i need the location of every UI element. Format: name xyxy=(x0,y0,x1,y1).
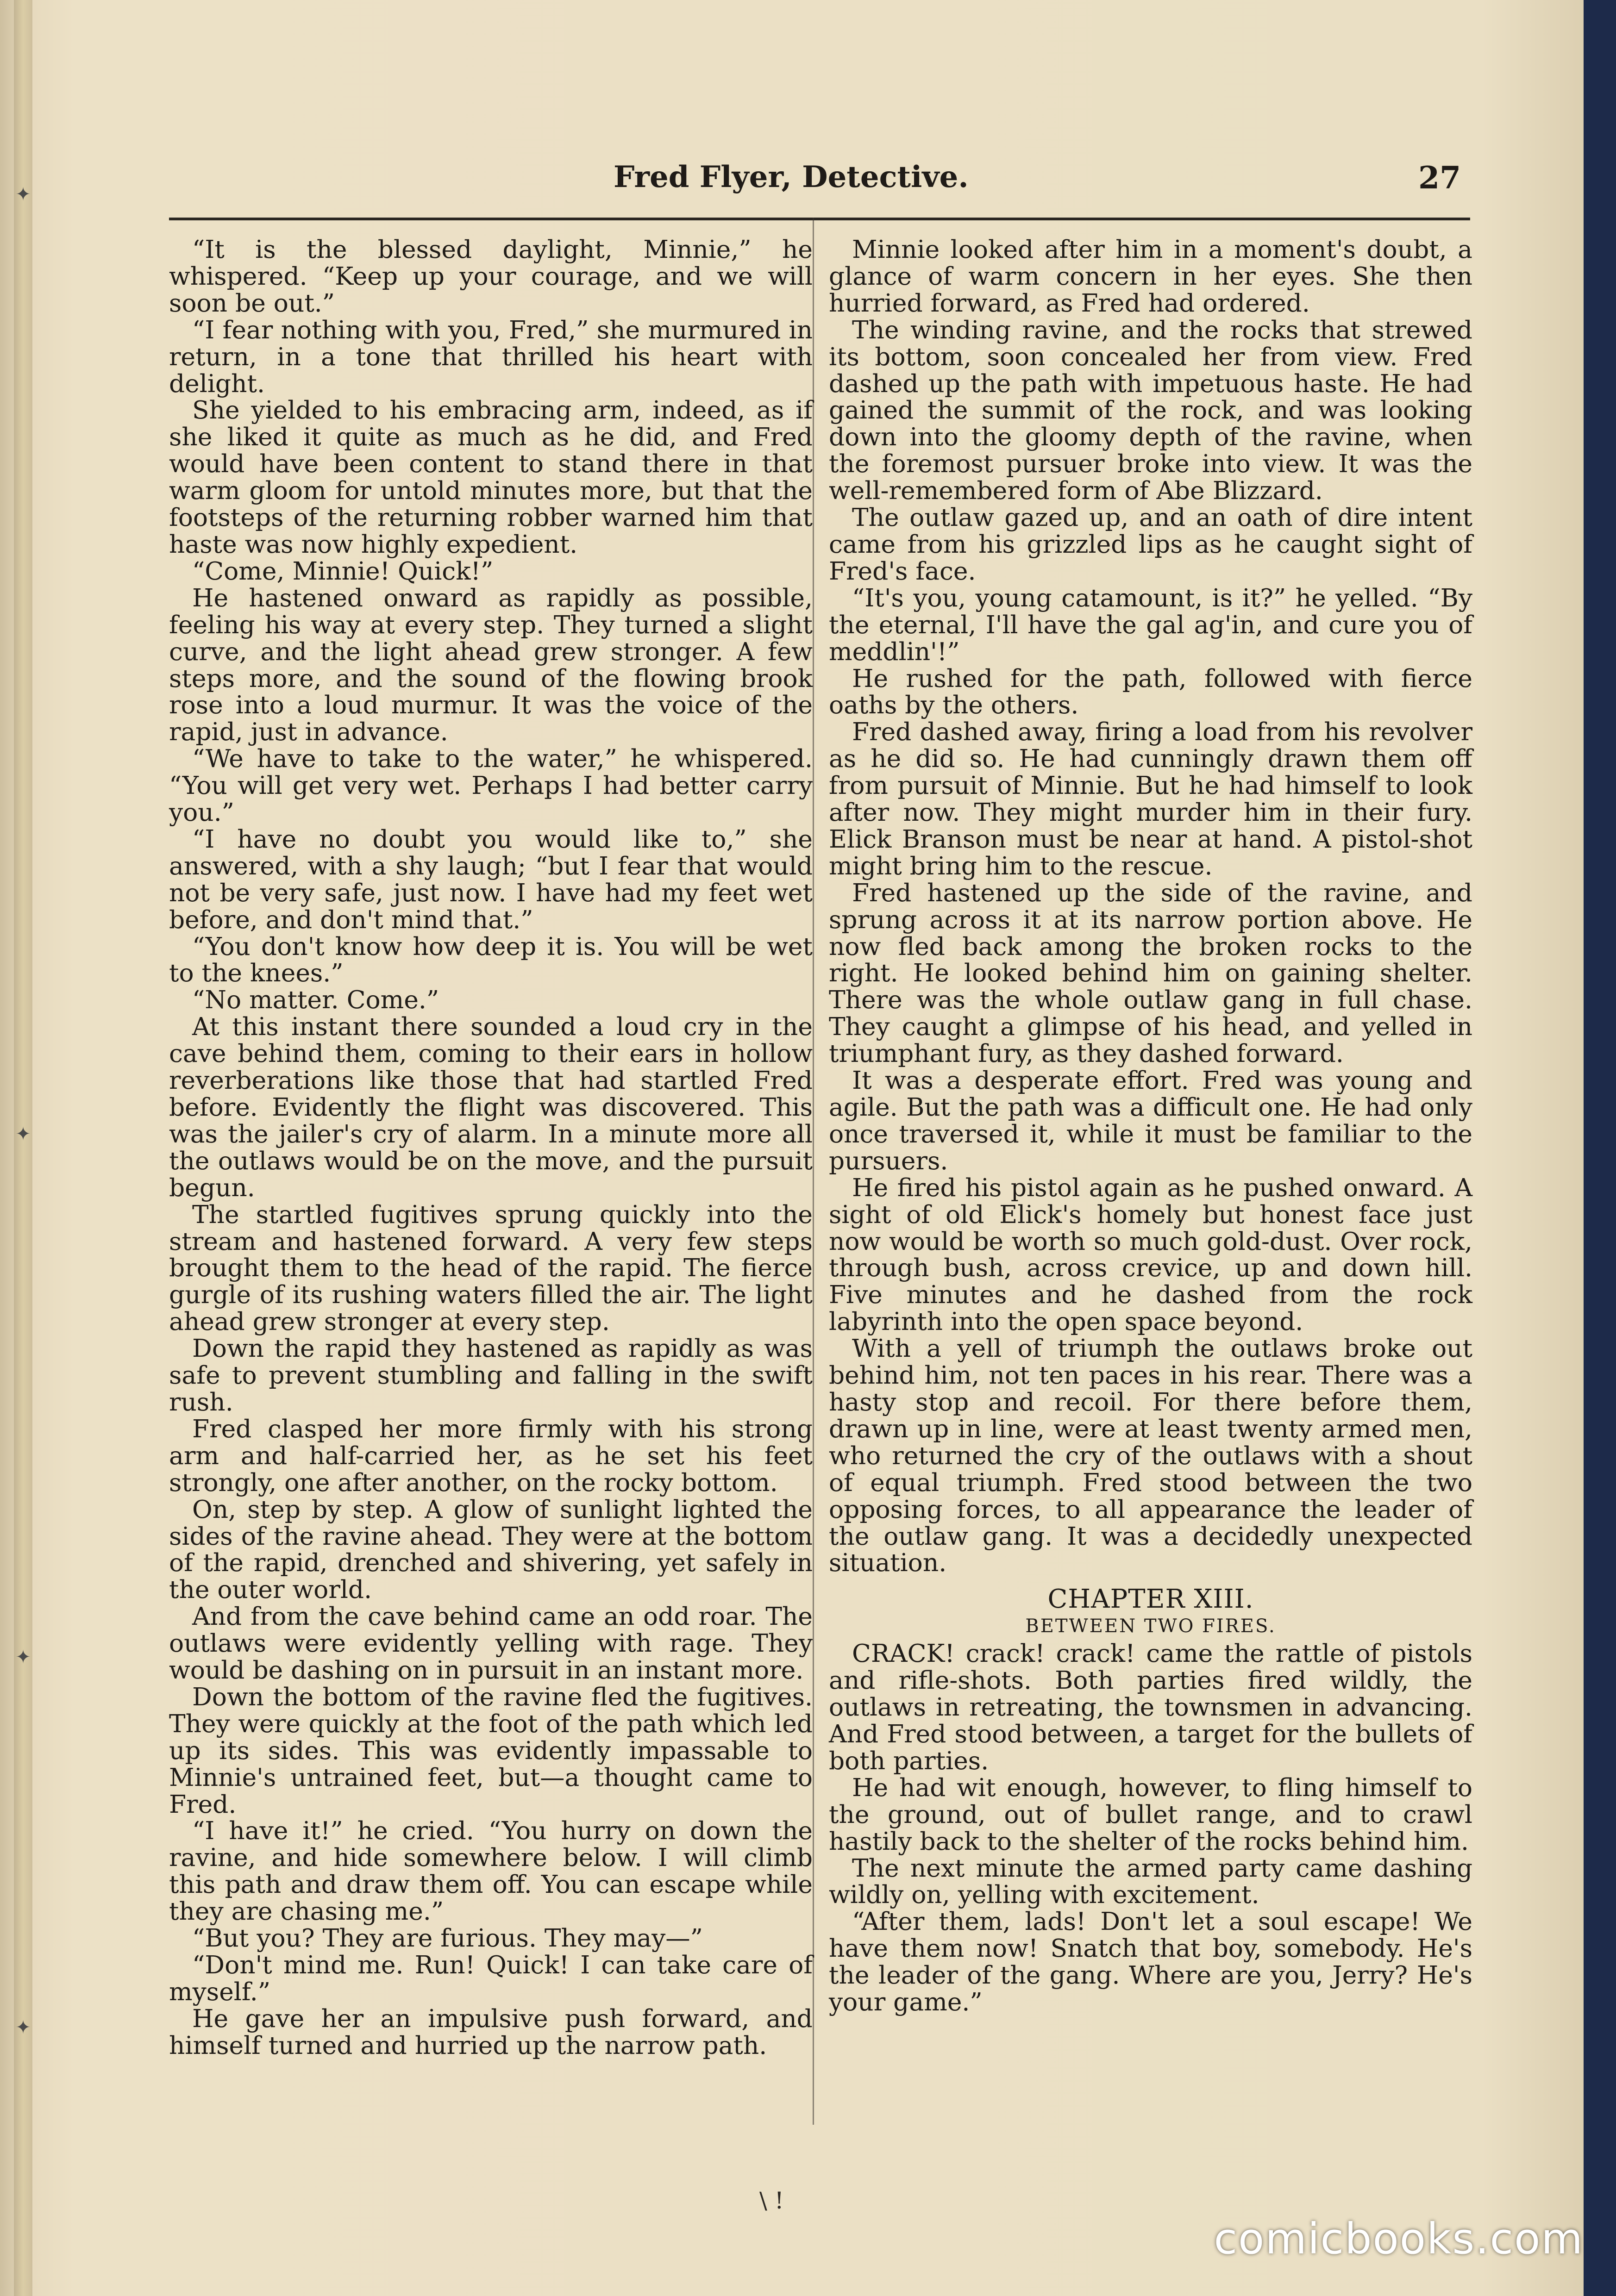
binding-hole-icon: ✦ xyxy=(15,184,31,205)
page-number: 27 xyxy=(1418,160,1461,196)
paragraph: “Don't mind me. Run! Quick! I can take care of myself.” xyxy=(169,1950,813,2006)
paragraph: He fired his pistol again as he pushed onward. A sight of old Elick's homely but honest face just now would be worth so much gold-dust. Over rock, through bush, across crevice, up and down hill. Five minutes and he dashed from the rock labyrinth into the open space beyond. xyxy=(829,1173,1472,1336)
paragraph: “I fear nothing with you, Fred,” she murmured in return, in a tone that thrilled his heart with delight. xyxy=(169,315,813,398)
page-spine xyxy=(14,0,32,2296)
paragraph: He had wit enough, however, to fling himself to the ground, out of bullet range, and to crawl hastily back to the shelter of the rocks behind him. xyxy=(829,1772,1472,1856)
paragraph: “Come, Minnie! Quick!” xyxy=(192,556,494,586)
binding-hole-icon: ✦ xyxy=(15,1647,31,1668)
paragraph: “I have it!” he cried. “You hurry on down the ravine, and hide somewhere below. I will climb this path and draw them off. You can escape while they are chasing me.” xyxy=(169,1816,813,1926)
paragraph: “It's you, young catamount, is it?” he yelled. “By the eternal, I'll have the gal ag'in, and cure you of meddlin'!” xyxy=(829,583,1472,666)
paragraph: He gave her an impulsive push forward, and himself turned and hurried up the narrow path. xyxy=(169,2003,813,2060)
paragraph: And from the cave behind came an odd roar. The outlaws were evidently yelling with rage. They would be dashing on in pursuit in an instant more. xyxy=(169,1602,813,1685)
paragraph: “No matter. Come.” xyxy=(192,985,439,1015)
paragraph: The startled fugitives sprung quickly into the stream and hastened forward. A very few steps brought them to the head of the rapid. The fierce gurgle of its rushing waters filled the air. The light ahead grew stronger at every step. xyxy=(169,1199,813,1336)
running-title: Fred Flyer, Detective. xyxy=(614,160,969,194)
chapter-title: CHAPTER XIII. xyxy=(1047,1584,1254,1615)
paragraph: Down the rapid they hastened as rapidly as was safe to prevent stumbling and falling in the swift rush. xyxy=(169,1334,813,1416)
paragraph: The winding ravine, and the rocks that strewed its bottom, soon concealed her from view. Fred dashed up the path with impetuous haste. He had gained the summit of the rock, and was looking down into the gloomy depth of the ravine, when the foremost pursuer broke into view. It was the well-remembered form of Abe Blizzard. xyxy=(829,315,1472,505)
paragraph: Down the bottom of the ravine fled the fugitives. They were quickly at the foot of the path which led up its sides. This was evidently impassable to Minnie's untrained feet, but—a thought came to Fred. xyxy=(169,1682,813,1819)
paragraph: Minnie looked after him in a moment's doubt, a glance of warm concern in her eyes. She then hurried forward, as Fred had ordered. xyxy=(829,235,1472,318)
paragraph: With a yell of triumph the outlaws broke out behind him, not ten paces in his rear. There was a hasty stop and recoil. For there before them, drawn up in line, were at least twenty armed men, who returned the cry of the outlaws with a shout of equal triumph. Fred stood between the two opposing forces, to all appearance the leader of the outlaw gang. It was a decidedly unexpected situation. xyxy=(829,1334,1472,1578)
paragraph: Fred hastened up the side of the ravine, and sprung across it at its narrow portion above. He now fled back among the broken rocks to the right. He looked behind him on gaining shelter. There was the whole outlaw gang in full chase. They caught a glimpse of his head, and yelled in triumphant fury, as they dashed forward. xyxy=(829,878,1472,1068)
paragraph: “But you? They are furious. They may—” xyxy=(192,1923,703,1953)
right-column xyxy=(829,236,1472,2015)
paragraph: He rushed for the path, followed with fierce oaths by the others. xyxy=(829,663,1472,720)
paragraph: He hastened onward as rapidly as possible, feeling his way at every step. They turned a slight curve, and the light ahead grew stronger. A few steps more, and the sound of the flowing brook rose into a loud murmur. It was the voice of the rapid, just in advance. xyxy=(169,583,813,747)
watermark: comicbooks.com xyxy=(1214,2214,1584,2264)
binding-hole-icon: ✦ xyxy=(15,1123,31,1145)
paragraph: On, step by step. A glow of sunlight lighted the sides of the ravine ahead. They were at the bottom of the rapid, drenched and shivering, yet safely in the outer world. xyxy=(169,1494,813,1604)
paragraph: Fred clasped her more firmly with his strong arm and half-carried her, as he set his feet strongly, one after another, on the rocky bottom. xyxy=(169,1414,813,1497)
paragraph: CRACK! crack! crack! came the rattle of pistols and rifle-shots. Both parties fired wildly, the outlaws in retreating, the townsmen in advancing. And Fred stood between, a target for the bullets of both parties. xyxy=(829,1639,1472,1775)
paragraph: The next minute the armed party came dashing wildly on, yelling with excitement. xyxy=(829,1853,1472,1909)
paragraph: She yielded to his embracing arm, indeed, as if she liked it quite as much as he did, and Fred would have been content to stand there in that warm gloom for untold minutes more, but that the footsteps of the returning robber warned him that haste was now highly expedient. xyxy=(169,395,813,559)
binding-hole-icon: ✦ xyxy=(15,2017,31,2038)
paragraph: It was a desperate effort. Fred was young and agile. But the path was a difficult one. He had only once traversed it, while it must be familiar to the pursuers. xyxy=(829,1066,1472,1175)
paragraph: The outlaw gazed up, and an oath of dire intent came from his grizzled lips as he caught sight of Fred's face. xyxy=(829,503,1472,586)
paragraph: “I have no doubt you would like to,” she answered, with a shy laugh; “but I fear that would not be very safe, just now. I have had my feet wet before, and don't mind that.” xyxy=(169,824,813,934)
paragraph: “After them, lads! Don't let a soul escape! We have them now! Snatch that boy, somebody. He's the leader of the gang. Where are you, Jerry? He's your game.” xyxy=(829,1907,1472,2017)
page-header xyxy=(169,160,1461,201)
footer-marks: \ ! xyxy=(759,2187,784,2214)
paragraph: “We have to take to the water,” he whispered. “You will get very wet. Perhaps I had better carry you.” xyxy=(169,744,813,827)
chapter-subtitle: BETWEEN TWO FIRES. xyxy=(1025,1616,1276,1637)
left-column xyxy=(169,236,813,2059)
column-divider xyxy=(813,218,814,2125)
paragraph: “You don't know how deep it is. You will be wet to the knees.” xyxy=(169,931,813,988)
paragraph: Fred dashed away, firing a load from his revolver as he did so. He had cunningly drawn them off from pursuit of Minnie. But he had himself to look after now. They might murder him in their fury. Elick Branson must be near at hand. A pistol-shot might bring him to the rescue. xyxy=(829,717,1472,880)
header-rule xyxy=(169,218,1470,220)
paragraph: At this instant there sounded a loud cry in the cave behind them, coming to their ears in hollow reverberations like those that had startled Fred before. Evidently the flight was discovered. This was the jailer's cry of alarm. In a minute more all the outlaws would be on the move, and the pursuit begun. xyxy=(169,1012,813,1202)
paragraph: “It is the blessed daylight, Minnie,” he whispered. “Keep up your courage, and we will soon be out.” xyxy=(169,235,813,318)
